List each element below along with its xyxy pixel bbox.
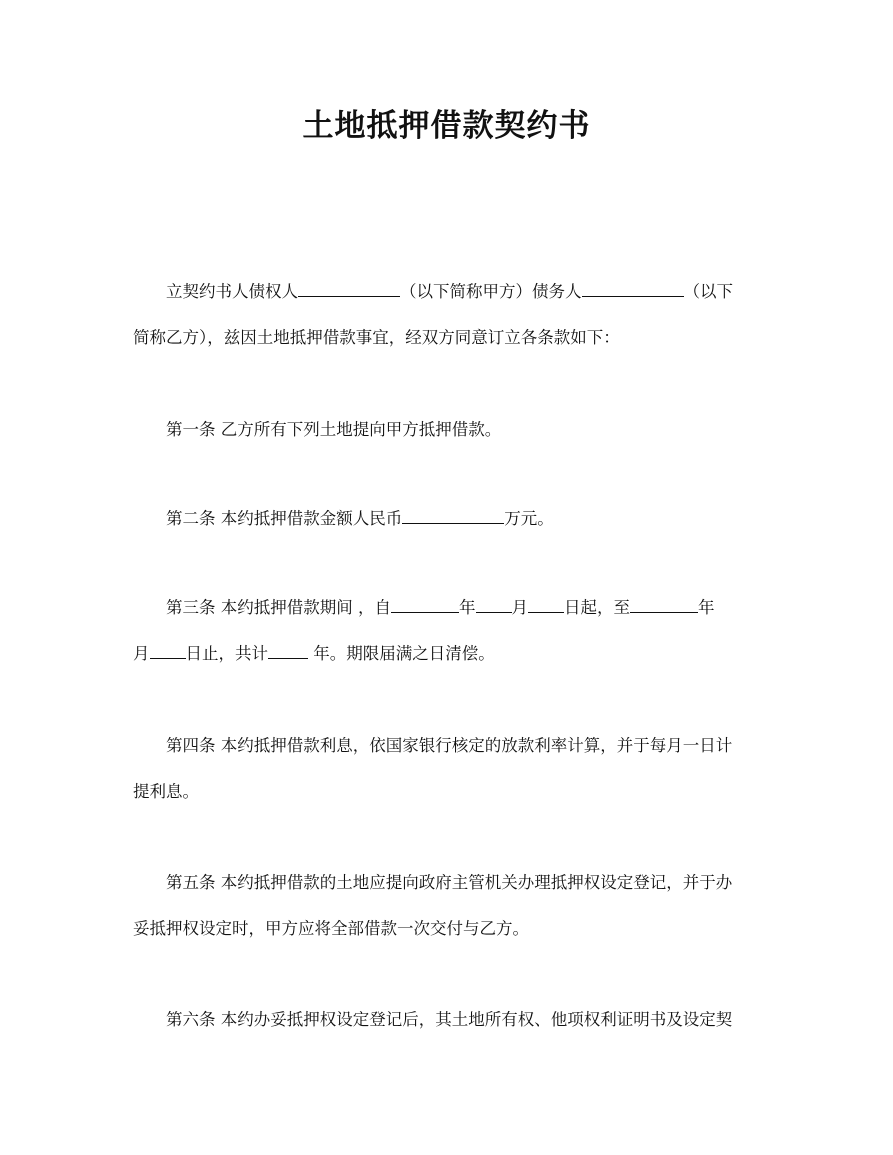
intro-text-debtor: （以下简称甲方）债务人 xyxy=(400,282,582,301)
article-2-text-b: 万元。 xyxy=(504,509,554,528)
article-5-line-2: 妥抵押权设定时，甲方应将全部借款一次交付与乙方。 xyxy=(133,919,529,938)
article-1-text: 第一条 乙方所有下列土地提向甲方抵押借款。 xyxy=(166,420,502,439)
intro-paragraph xyxy=(133,269,773,361)
article-6 xyxy=(133,997,773,1043)
article-3 xyxy=(133,585,773,677)
creditor-name-blank[interactable] xyxy=(298,282,400,297)
intro-text-creditor: 立契约书人债权人 xyxy=(166,282,298,301)
article-3-text-total: 日止，共计 xyxy=(185,644,268,663)
intro-line-2: 简称乙方），兹因土地抵押借款事宜，经双方同意订立各条款如下： xyxy=(133,328,620,347)
end-day-blank[interactable] xyxy=(150,644,186,659)
intro-line-1 xyxy=(133,269,773,315)
article-4-line-1: 第四条 本约抵押借款利息，依国家银行核定的放款利率计算，并于每月一日计 xyxy=(166,736,733,755)
article-3-month-label: 月 xyxy=(511,598,528,617)
article-1 xyxy=(133,407,773,453)
article-5 xyxy=(133,860,773,952)
start-month-blank[interactable] xyxy=(476,598,512,613)
total-years-blank[interactable] xyxy=(268,644,308,659)
article-4 xyxy=(133,723,773,815)
loan-amount-blank[interactable] xyxy=(402,509,504,524)
document-title: 土地抵押借款契约书 xyxy=(302,108,591,144)
article-3-text-end: 年。期限届满之日清偿。 xyxy=(308,644,495,663)
start-year-blank[interactable] xyxy=(391,598,459,613)
end-year-blank[interactable] xyxy=(630,598,698,613)
article-3-line-1 xyxy=(133,585,773,631)
article-3-line-2 xyxy=(133,631,773,677)
article-3-end-month-label: 月 xyxy=(133,644,150,663)
debtor-name-blank[interactable] xyxy=(582,282,684,297)
article-4-line-2: 提利息。 xyxy=(133,782,199,801)
article-6-line-1: 第六条 本约办妥抵押权设定登记后，其土地所有权、他项权利证明书及设定契 xyxy=(166,1010,733,1029)
article-5-line-1: 第五条 本约抵押借款的土地应提向政府主管机关办理抵押权设定登记，并于办 xyxy=(166,873,733,892)
start-day-blank[interactable] xyxy=(528,598,564,613)
article-2-line xyxy=(133,496,773,542)
article-3-text-to: 日起，至 xyxy=(564,598,630,617)
article-3-end-year-label: 年 xyxy=(698,598,715,617)
article-2-text-a: 第二条 本约抵押借款金额人民币 xyxy=(166,509,403,528)
intro-text-hereinafter: （以下 xyxy=(683,282,733,301)
article-3-year-label: 年 xyxy=(459,598,476,617)
article-3-text-a: 第三条 本约抵押借款期间 ，自 xyxy=(166,598,391,617)
article-2 xyxy=(133,496,773,542)
